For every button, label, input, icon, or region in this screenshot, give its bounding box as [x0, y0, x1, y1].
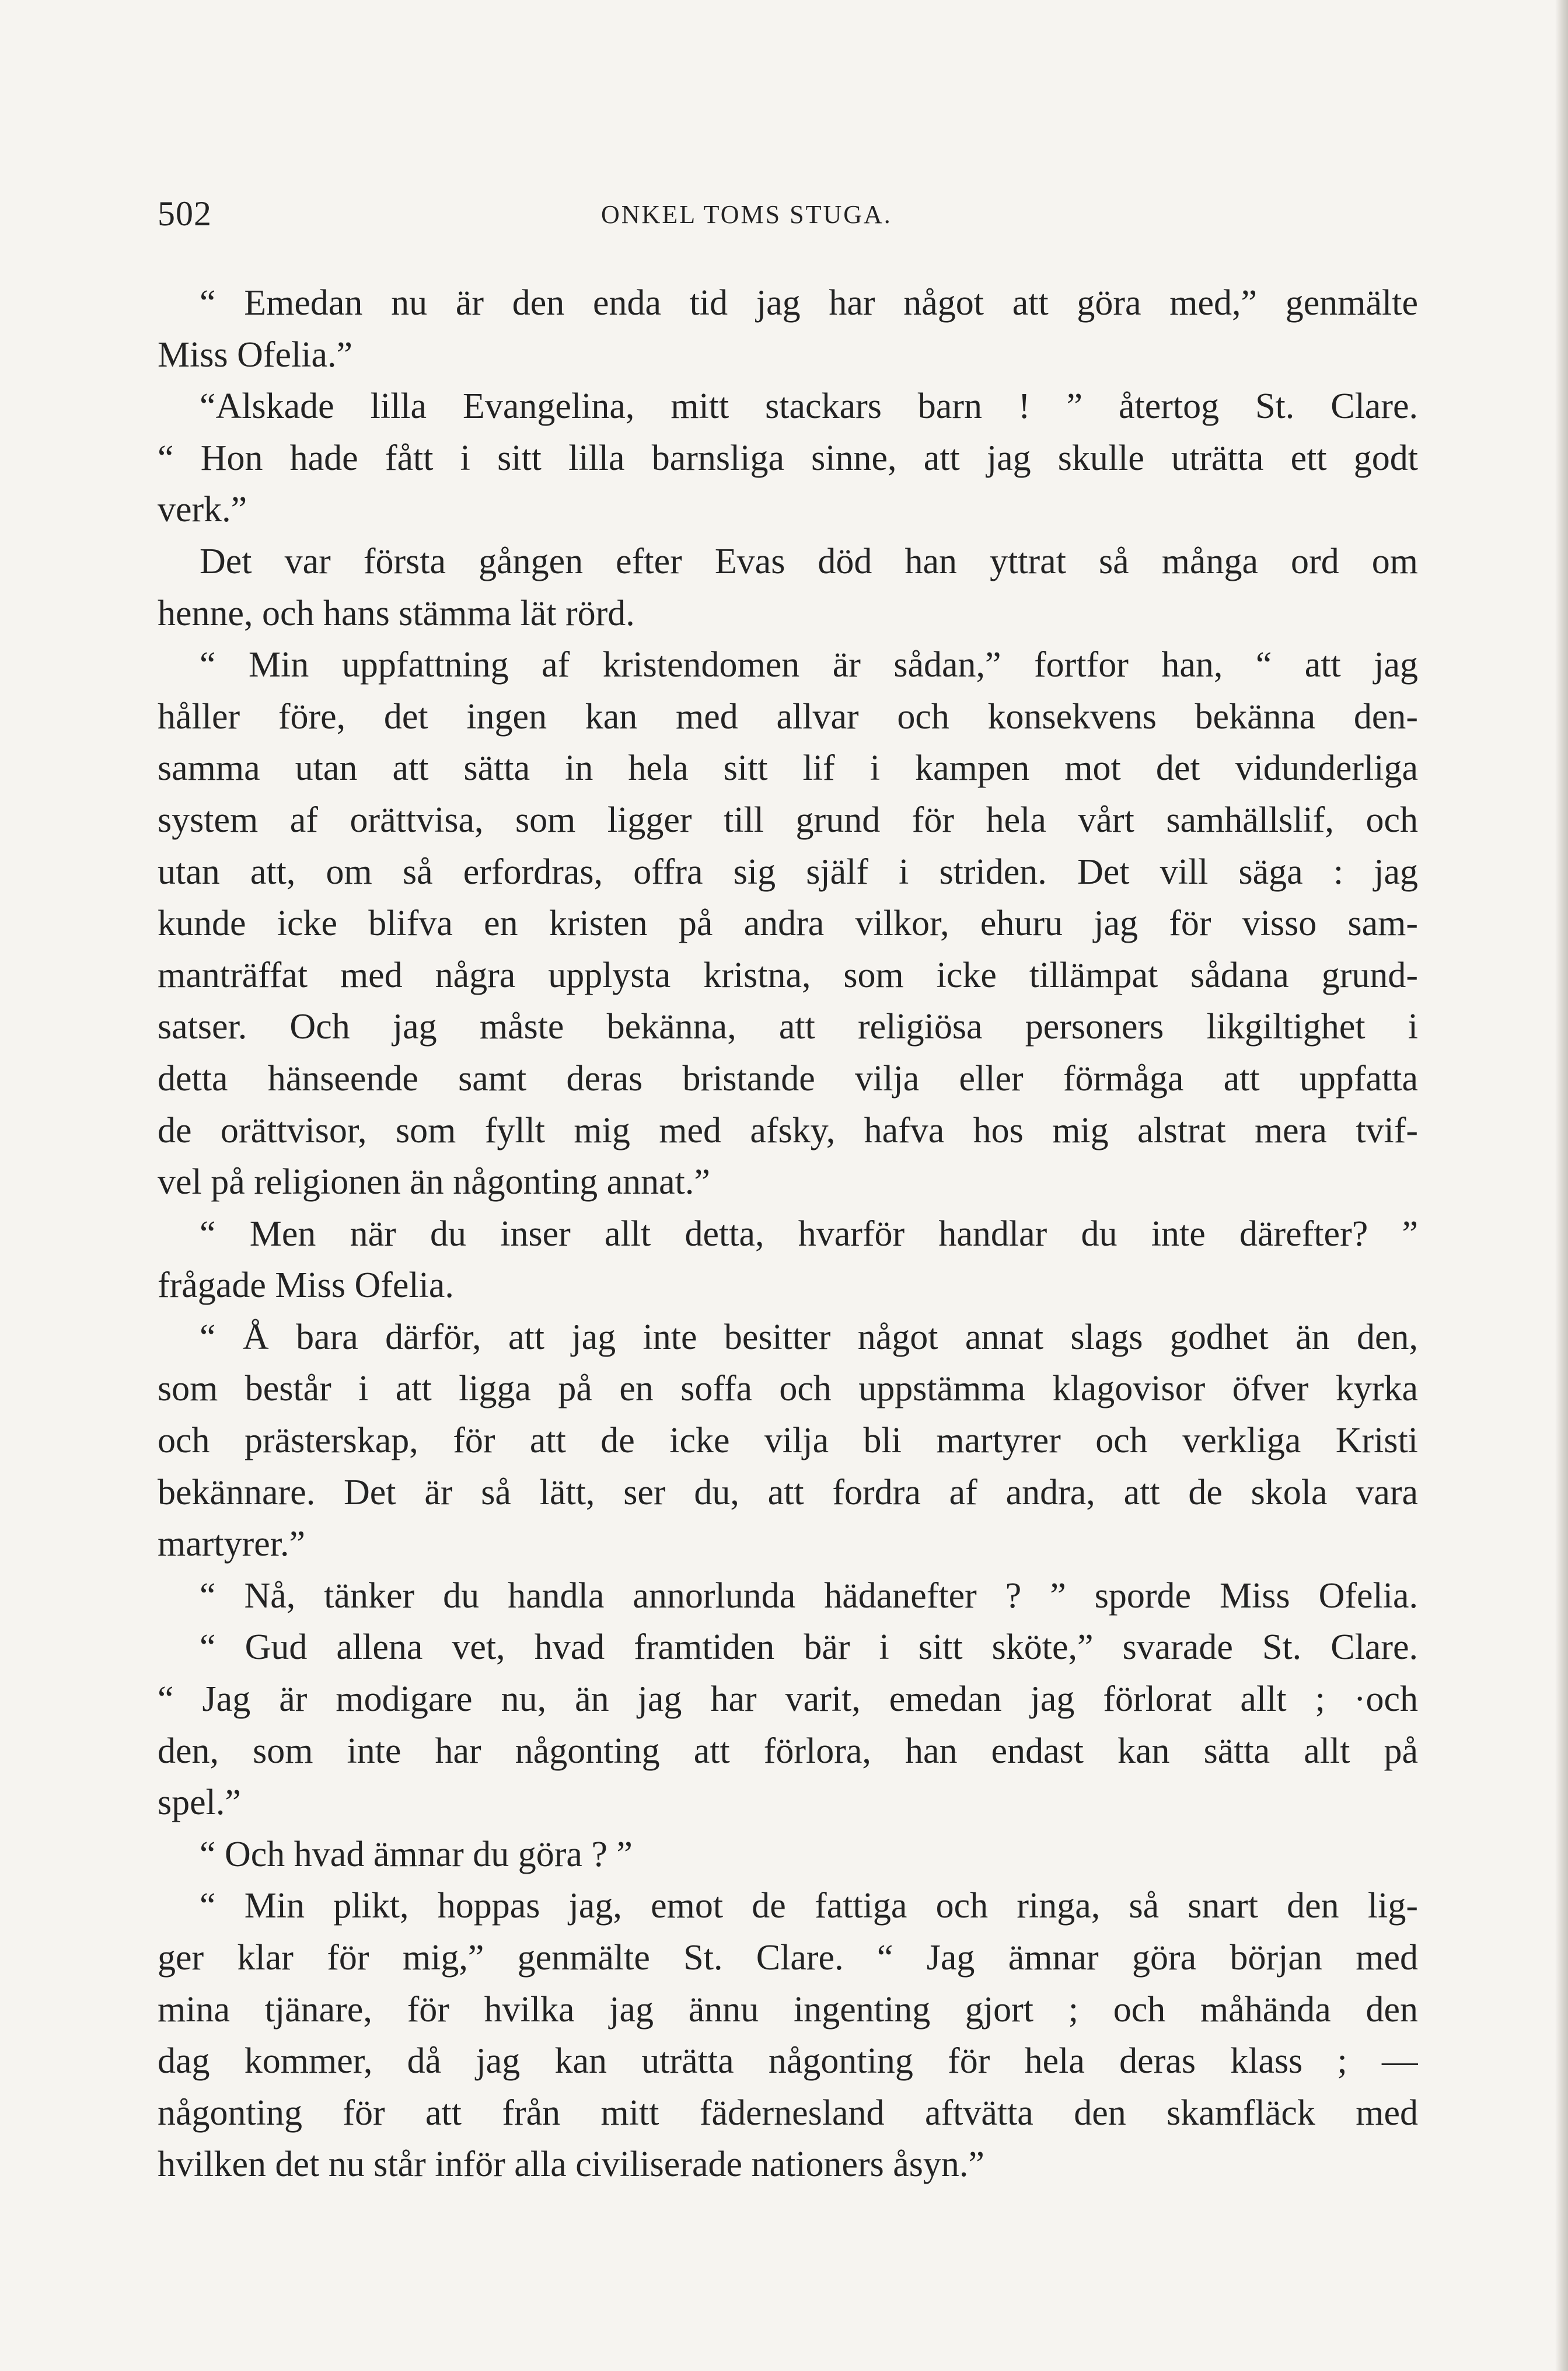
text-line: någonting för att från mitt fädernesland aftvätta den skamfläck med	[158, 2093, 1418, 2133]
text-line: mina tjänare, för hvilka jag ännu ingenting gjort ; och måhända den	[158, 1989, 1418, 2030]
text-line: dag kommer, då jag kan uträtta någonting för hela deras klass ; —	[158, 2041, 1418, 2081]
text-line: som består i att ligga på en soffa och uppstämma klagovisor öfver kyrka	[158, 1369, 1418, 1409]
text-line: “ Gud allena vet, hvad framtiden bär i sitt sköte,” svarade St. Clare.	[200, 1627, 1418, 1668]
text-line: “ Min plikt, hoppas jag, emot de fattiga och ringa, så snart den lig-	[200, 1886, 1418, 1926]
text-line: “ Emedan nu är den enda tid jag har något att göra med,” genmälte	[200, 283, 1418, 323]
text-line: system af orättvisa, som ligger till grund för hela vårt samhällslif, och	[158, 800, 1418, 840]
text-line: martyrer.”	[158, 1524, 306, 1564]
text-line: detta hänseende samt deras bristande vilja eller förmåga att uppfatta	[158, 1058, 1418, 1099]
text-line: henne, och hans stämma lät rörd.	[158, 593, 635, 633]
text-line: satser. Och jag måste bekänna, att religiösa personers likgiltighet i	[158, 1007, 1418, 1047]
text-line: kunde icke blifva en kristen på andra vilkor, ehuru jag för visso sam-	[158, 904, 1418, 944]
text-line: bekännare. Det är så lätt, ser du, att fordra af andra, att de skola vara	[158, 1472, 1418, 1512]
text-line: “ Min uppfattning af kristendomen är sådan,” fortfor han, “ att jag	[200, 645, 1418, 685]
text-line: “ Å bara därför, att jag inte besitter något annat slags godhet än den,	[200, 1317, 1418, 1357]
text-line: “ Men när du inser allt detta, hvarför handlar du inte därefter? ”	[200, 1214, 1418, 1254]
text-line: “ Jag är modigare nu, än jag har varit, emedan jag förlorat allt ; ·och	[158, 1679, 1418, 1720]
text-line: “Alskade lilla Evangelina, mitt stackars barn ! ” återtog St. Clare.	[200, 386, 1418, 427]
text-line: spel.”	[158, 1783, 241, 1823]
page-number: 502	[158, 194, 212, 233]
text-line: samma utan att sätta in hela sitt lif i kampen mot det vidunderliga	[158, 748, 1418, 789]
text-line: utan att, om så erfordras, offra sig själf i striden. Det vill säga : jag	[158, 852, 1418, 892]
text-line: verk.”	[158, 490, 247, 530]
text-line: och prästerskap, för att de icke vilja bli martyrer och verkliga Kristi	[158, 1421, 1418, 1461]
text-line: de orättvisor, som fyllt mig med afsky, hafva hos mig alstrat mera tvif-	[158, 1110, 1418, 1150]
text-line: “ Hon hade fått i sitt lilla barnsliga sinne, att jag skulle uträtta ett godt	[158, 438, 1418, 478]
text-line: frågade Miss Ofelia.	[158, 1265, 454, 1306]
running-title: ONKEL TOMS STUGA.	[601, 200, 892, 229]
body-text	[158, 277, 1418, 2191]
text-line: ger klar för mig,” genmälte St. Clare. “ Jag ämnar göra början med	[158, 1938, 1418, 1978]
text-line: håller före, det ingen kan med allvar och konsekvens bekänna den-	[158, 696, 1418, 737]
text-line: hvilken det nu står inför alla civiliserade nationers åsyn.”	[158, 2145, 984, 2185]
text-line: Miss Ofelia.”	[158, 334, 353, 375]
text-line: manträffat med några upplysta kristna, som icke tillämpat sådana grund-	[158, 955, 1418, 995]
text-line: vel på religionen än någonting annat.”	[158, 1162, 710, 1202]
text-line: Det var första gången efter Evas död han yttrat så många ord om	[200, 541, 1418, 581]
page-header	[158, 190, 1418, 237]
text-line: den, som inte har någonting att förlora, han endast kan sätta allt på	[158, 1731, 1418, 1771]
text-line: “ Nå, tänker du handla annorlunda hädanefter ? ” sporde Miss Ofelia.	[200, 1575, 1418, 1616]
text-line: “ Och hvad ämnar du göra ? ”	[200, 1834, 633, 1874]
page-edge-shadow	[1555, 0, 1568, 2371]
